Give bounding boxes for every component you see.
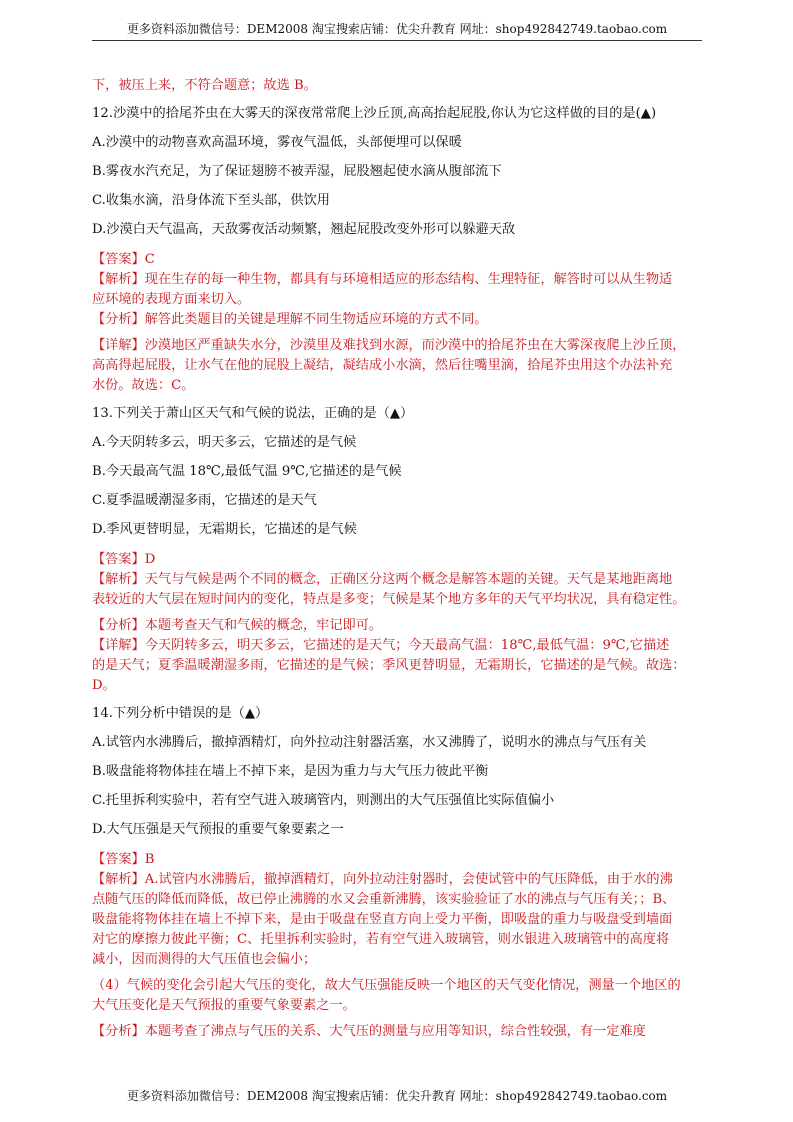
q13-option-d: D.季风更替明显，无霜期长，它描述的是气候 <box>92 522 357 537</box>
q12-detail-line-2: 高高得起屁股，让水气在他的屁股上凝结，凝结成小水滴，然后往嘴里滴，拾尾芥虫用这个办法补充 <box>92 358 673 373</box>
q12-analysis-line-1: 【解析】现在生存的每一种生物，都具有与环境相适应的形态结构、生理特征，解答时可以从生物适 <box>92 272 673 287</box>
q12-stem: 12.沙漠中的拾尾芥虫在大雾天的深夜常常爬上沙丘顶,高高抬起屁股,你认为它这样做的目的是(▲) <box>92 106 657 121</box>
q14-option-d: D.大气压强是天气预报的重要气象要素之一 <box>92 822 344 837</box>
q14-analysis-line-5: 减小，因而测得的大气压值也会偏小； <box>92 952 317 967</box>
q14-point4-line-2: 大气压变化是天气预报的重要气象要素之一。 <box>92 998 356 1013</box>
q14-point4-line-1: （4）气候的变化会引起大气压的变化，故大气压强能反映一个地区的天气变化情况，测量一个地区的 <box>92 978 681 993</box>
q12-option-a: A.沙漠中的动物喜欢高温环境，雾夜气温低，头部便埋可以保暖 <box>92 135 462 150</box>
q13-option-c: C.夏季温暖潮湿多雨，它描述的是天气 <box>92 493 317 508</box>
page-footer: 更多资料添加微信号：DEM2008 淘宝搜索店铺：优尖升教育 网址：shop492842749.taobao.com <box>126 1089 668 1103</box>
q14-analysis-line-2: 点随气压的降低而降低，故已停止沸腾的水又会重新沸腾，该实验验证了水的沸点与气压有关；；B、 <box>92 892 676 907</box>
q13-analysis-line-1: 【解析】天气与气候是两个不同的概念，正确区分这两个概念是解答本题的关键。天气是某地距离地 <box>92 572 673 587</box>
previous-answer-tail: 下，被压上来，不符合题意；故选 B。 <box>92 78 317 93</box>
q14-analysis-line-3: 吸盘能将物体挂在墙上不掉下来，是由于吸盘在竖直方向上受力平衡，即吸盘的重力与吸盘受到墙面 <box>92 912 673 927</box>
q14-answer: 【答案】B <box>92 852 155 867</box>
q13-detail-line-2: 的是天气；夏季温暖潮湿多雨，它描述的是气候；季风更替明显，无霜期长，它描述的是气候。故选： <box>92 658 686 673</box>
q14-option-b: B.吸盘能将物体挂在墙上不掉下来，是因为重力与大气压力彼此平衡 <box>92 764 489 779</box>
q13-option-a: A.今天阴转多云，明天多云，它描述的是气候 <box>92 435 357 450</box>
q14-option-a: A.试管内水沸腾后，撤掉酒精灯，向外拉动注射器活塞，水又沸腾了，说明水的沸点与气压有关 <box>92 735 647 750</box>
q13-option-b: B.今天最高气温 18℃,最低气温 9℃,它描述的是气候 <box>92 464 402 479</box>
q12-analysis-line-2: 应环境的表现方面来切入。 <box>92 292 251 307</box>
q13-fenxi: 【分析】本题考查天气和气候的概念，牢记即可。 <box>92 618 383 633</box>
q13-detail-line-3: D。 <box>92 678 116 693</box>
page-header: 更多资料添加微信号：DEM2008 淘宝搜索店铺：优尖升教育 网址：shop492842749.taobao.com <box>92 18 702 41</box>
q12-option-d: D.沙漠白天气温高，天敌雾夜活动频繁，翘起屁股改变外形可以躲避天敌 <box>92 222 516 237</box>
q12-answer: 【答案】C <box>92 252 155 267</box>
document-body <box>92 70 704 1042</box>
q14-analysis-line-4: 对它的摩擦力彼此平衡；C、托里拆利实验时，若有空气进入玻璃管，则水银进入玻璃管中的高度将 <box>92 932 670 947</box>
q13-answer: 【答案】D <box>92 552 156 567</box>
q13-stem: 13.下列关于萧山区天气和气候的说法，正确的是（▲） <box>92 406 414 421</box>
q12-option-b: B.雾夜水汽充足，为了保证翅膀不被弄湿，屁股翘起使水滴从腹部流下 <box>92 164 502 179</box>
q12-detail-line-1: 【详解】沙漠地区严重缺失水分，沙漠里及难找到水源，而沙漠中的拾尾芥虫在大雾深夜爬上沙丘顶， <box>92 338 686 353</box>
q13-detail-line-1: 【详解】今天阴转多云，明天多云，它描述的是天气；今天最高气温：18℃,最低气温：9℃,它描述 <box>92 638 670 653</box>
q13-analysis-line-2: 表较近的大气层在短时间内的变化，特点是多变；气候是某个地方多年的天气平均状况，具有稳定性。 <box>92 592 686 607</box>
q14-fenxi: 【分析】本题考查了沸点与气压的关系、大气压的测量与应用等知识，综合性较强，有一定难度 <box>92 1024 646 1039</box>
q12-option-c: C.收集水滴，沿身体流下至头部，供饮用 <box>92 193 330 208</box>
q14-stem: 14.下列分析中错误的是（▲） <box>92 706 269 721</box>
q12-detail-line-3: 水份。故选：C。 <box>92 378 195 393</box>
q12-fenxi: 【分析】解答此类题目的关键是理解不同生物适应环境的方式不同。 <box>92 312 488 327</box>
q14-option-c: C.托里拆利实验中，若有空气进入玻璃管内，则测出的大气压强值比实际值偏小 <box>92 793 555 808</box>
q14-analysis-line-1: 【解析】A.试管内水沸腾后，撤掉酒精灯，向外拉动注射器时，会使试管中的气压降低，由于水的沸 <box>92 872 673 887</box>
